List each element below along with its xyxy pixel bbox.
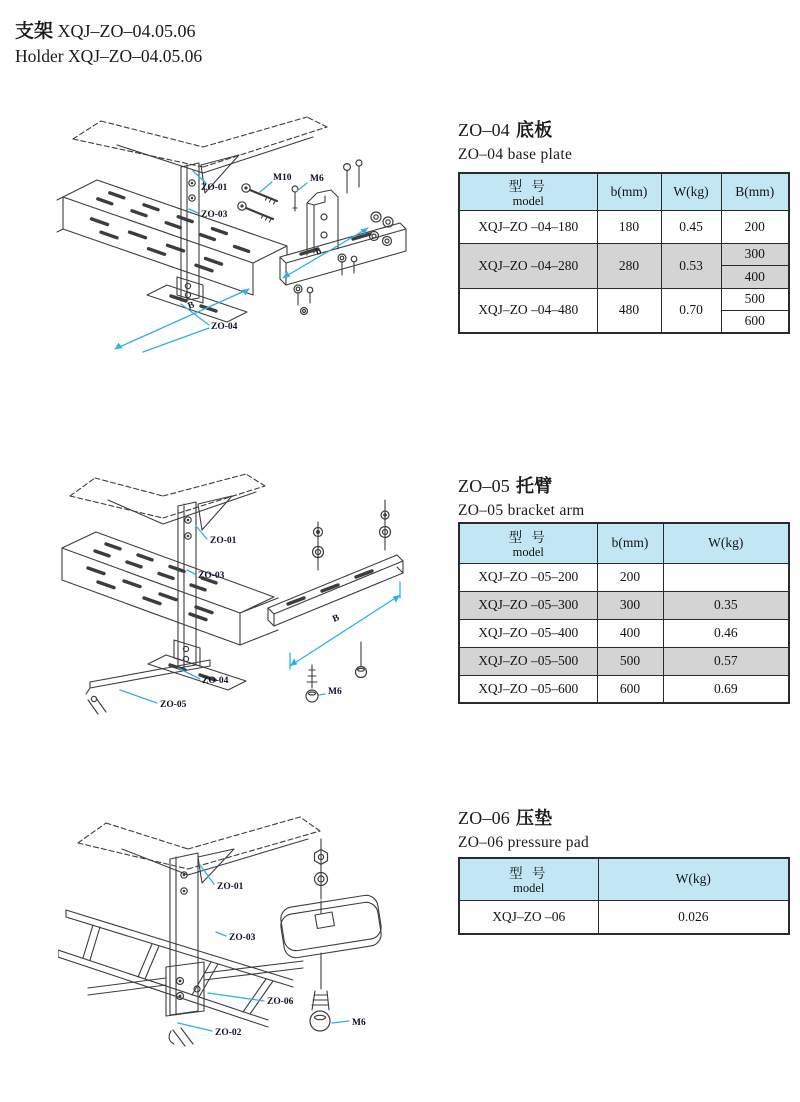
ceiling-outline	[70, 474, 265, 524]
title-zh: 支架	[15, 21, 54, 42]
B-cell: 200	[721, 210, 789, 243]
table-row	[459, 210, 789, 243]
b-cell: 300	[597, 591, 663, 619]
model-cell: XQJ–ZO –05–600	[459, 675, 597, 703]
table-row	[459, 619, 789, 647]
b-cell: 480	[597, 288, 661, 333]
col-header-w: W(kg)	[598, 858, 789, 900]
diagram-label-zo06: ZO-06	[267, 997, 294, 1007]
section-name-zh: 压垫	[516, 808, 553, 828]
diagram-label-m6: M6	[352, 1018, 366, 1028]
diagram-label-zo04: ZO-04	[202, 676, 229, 686]
col-header-w: W(kg)	[661, 173, 721, 210]
table-row	[459, 243, 789, 265]
column-zo03-drawing	[170, 853, 198, 1015]
model-cell: XQJ–ZO –04–480	[459, 288, 597, 333]
B-cell: 600	[721, 310, 789, 333]
zo04-spec-table	[458, 172, 790, 334]
table-row	[459, 675, 789, 703]
section-name-zh: 底板	[516, 120, 553, 140]
diagram-zo05-bracket-arm	[60, 470, 460, 720]
table-header-row	[459, 523, 789, 563]
cable-tray-drawing	[57, 180, 287, 295]
w-cell: 0.69	[663, 675, 789, 703]
bracket-arm-zo05-drawing	[86, 660, 210, 714]
col-header-b: b(mm)	[597, 173, 661, 210]
B-cell: 300	[721, 243, 789, 265]
diagram-label-zo03: ZO-03	[198, 571, 225, 581]
cable-tray-drawing	[62, 532, 278, 645]
b-cell: 400	[597, 619, 663, 647]
model-cell: XQJ–ZO –06	[459, 900, 598, 934]
w-cell: 0.57	[663, 647, 789, 675]
column-zo03-drawing	[181, 163, 199, 301]
section-subtitle: ZO–06 pressure pad	[458, 834, 590, 851]
model-cell: XQJ–ZO –05–400	[459, 619, 597, 647]
exploded-hardware-zo05	[268, 500, 403, 702]
exploded-hardware-zo06	[279, 839, 383, 1031]
col-header-B: B(mm)	[721, 173, 789, 210]
w-cell: 0.70	[661, 288, 721, 333]
diagram-label-dim-B: B	[331, 613, 342, 625]
diagram-label-zo01: ZO-01	[217, 882, 244, 892]
table-row	[459, 647, 789, 675]
diagram-label-m6: M6	[310, 174, 324, 184]
base-plate-zo04-drawing	[148, 640, 246, 690]
page-title	[15, 16, 202, 67]
dimension-lines	[290, 582, 400, 669]
col-header-w: W(kg)	[663, 523, 789, 563]
table-header-row	[459, 173, 789, 210]
diagram-label-m6: M6	[328, 687, 342, 697]
w-cell: 0.35	[663, 591, 789, 619]
b-cell: 600	[597, 675, 663, 703]
table-header-row	[459, 858, 789, 900]
diagram-label-zo05: ZO-05	[160, 700, 187, 710]
table-row	[459, 591, 789, 619]
diagram-label-zo01: ZO-01	[210, 536, 237, 546]
section-subtitle: ZO–04 base plate	[458, 146, 573, 163]
b-cell: 180	[597, 210, 661, 243]
title-model: XQJ–ZO–04.05.06	[57, 21, 196, 41]
table-row	[459, 563, 789, 591]
model-cell: XQJ–ZO –05–200	[459, 563, 597, 591]
model-cell: XQJ–ZO –05–500	[459, 647, 597, 675]
col-header-model: 型 号 model	[459, 858, 598, 900]
diagram-zo04-base-plate	[55, 105, 455, 357]
diagram-label-zo03: ZO-03	[229, 933, 256, 943]
b-cell: 500	[597, 647, 663, 675]
diagram-label-zo01: ZO-01	[201, 183, 228, 193]
diagram-label-zo03: ZO-03	[201, 210, 228, 220]
diagram-label-zo04: ZO-04	[211, 322, 238, 332]
diagram-label-dim-b: b	[314, 246, 324, 258]
section-code: ZO–04	[458, 120, 510, 140]
section-zo06-heading	[458, 806, 589, 854]
diagram-zo06-pressure-pad	[58, 805, 458, 1060]
zo05-spec-table	[458, 522, 790, 704]
diagram-label-dim-B: B	[186, 300, 196, 312]
page-title-line2: Holder XQJ–ZO–04.05.06	[15, 46, 203, 66]
col-header-model: 型 号 model	[459, 523, 597, 563]
gusset-zo01-drawing	[198, 849, 234, 883]
section-zo04-heading	[458, 118, 572, 166]
diagram-label-m10: M10	[273, 173, 292, 183]
dimension-lines	[115, 228, 368, 349]
section-zo05-heading	[458, 474, 584, 522]
B-cell: 500	[721, 288, 789, 310]
section-code: ZO–05	[458, 476, 510, 496]
section-subtitle: ZO–05 bracket arm	[458, 502, 585, 519]
page-title-line1	[15, 16, 202, 43]
ceiling-outline	[73, 117, 327, 173]
model-cell: XQJ–ZO –04–180	[459, 210, 597, 243]
table-row	[459, 900, 789, 934]
B-cell: 400	[721, 265, 789, 288]
zo06-spec-table	[458, 857, 790, 935]
col-header-model: 型 号 model	[459, 173, 597, 210]
gusset-zo01-drawing	[198, 496, 232, 530]
section-name-zh: 托臂	[516, 476, 553, 496]
table-row	[459, 288, 789, 310]
b-cell: 200	[597, 563, 663, 591]
w-cell	[663, 563, 789, 591]
b-cell: 280	[597, 243, 661, 288]
section-code: ZO–06	[458, 808, 510, 828]
w-cell: 0.45	[661, 210, 721, 243]
w-cell: 0.46	[663, 619, 789, 647]
col-header-b: b(mm)	[597, 523, 663, 563]
w-cell: 0.53	[661, 243, 721, 288]
w-cell: 0.026	[598, 900, 789, 934]
diagram-label-zo02: ZO-02	[215, 1028, 242, 1038]
model-cell: XQJ–ZO –05–300	[459, 591, 597, 619]
model-cell: XQJ–ZO –04–280	[459, 243, 597, 288]
